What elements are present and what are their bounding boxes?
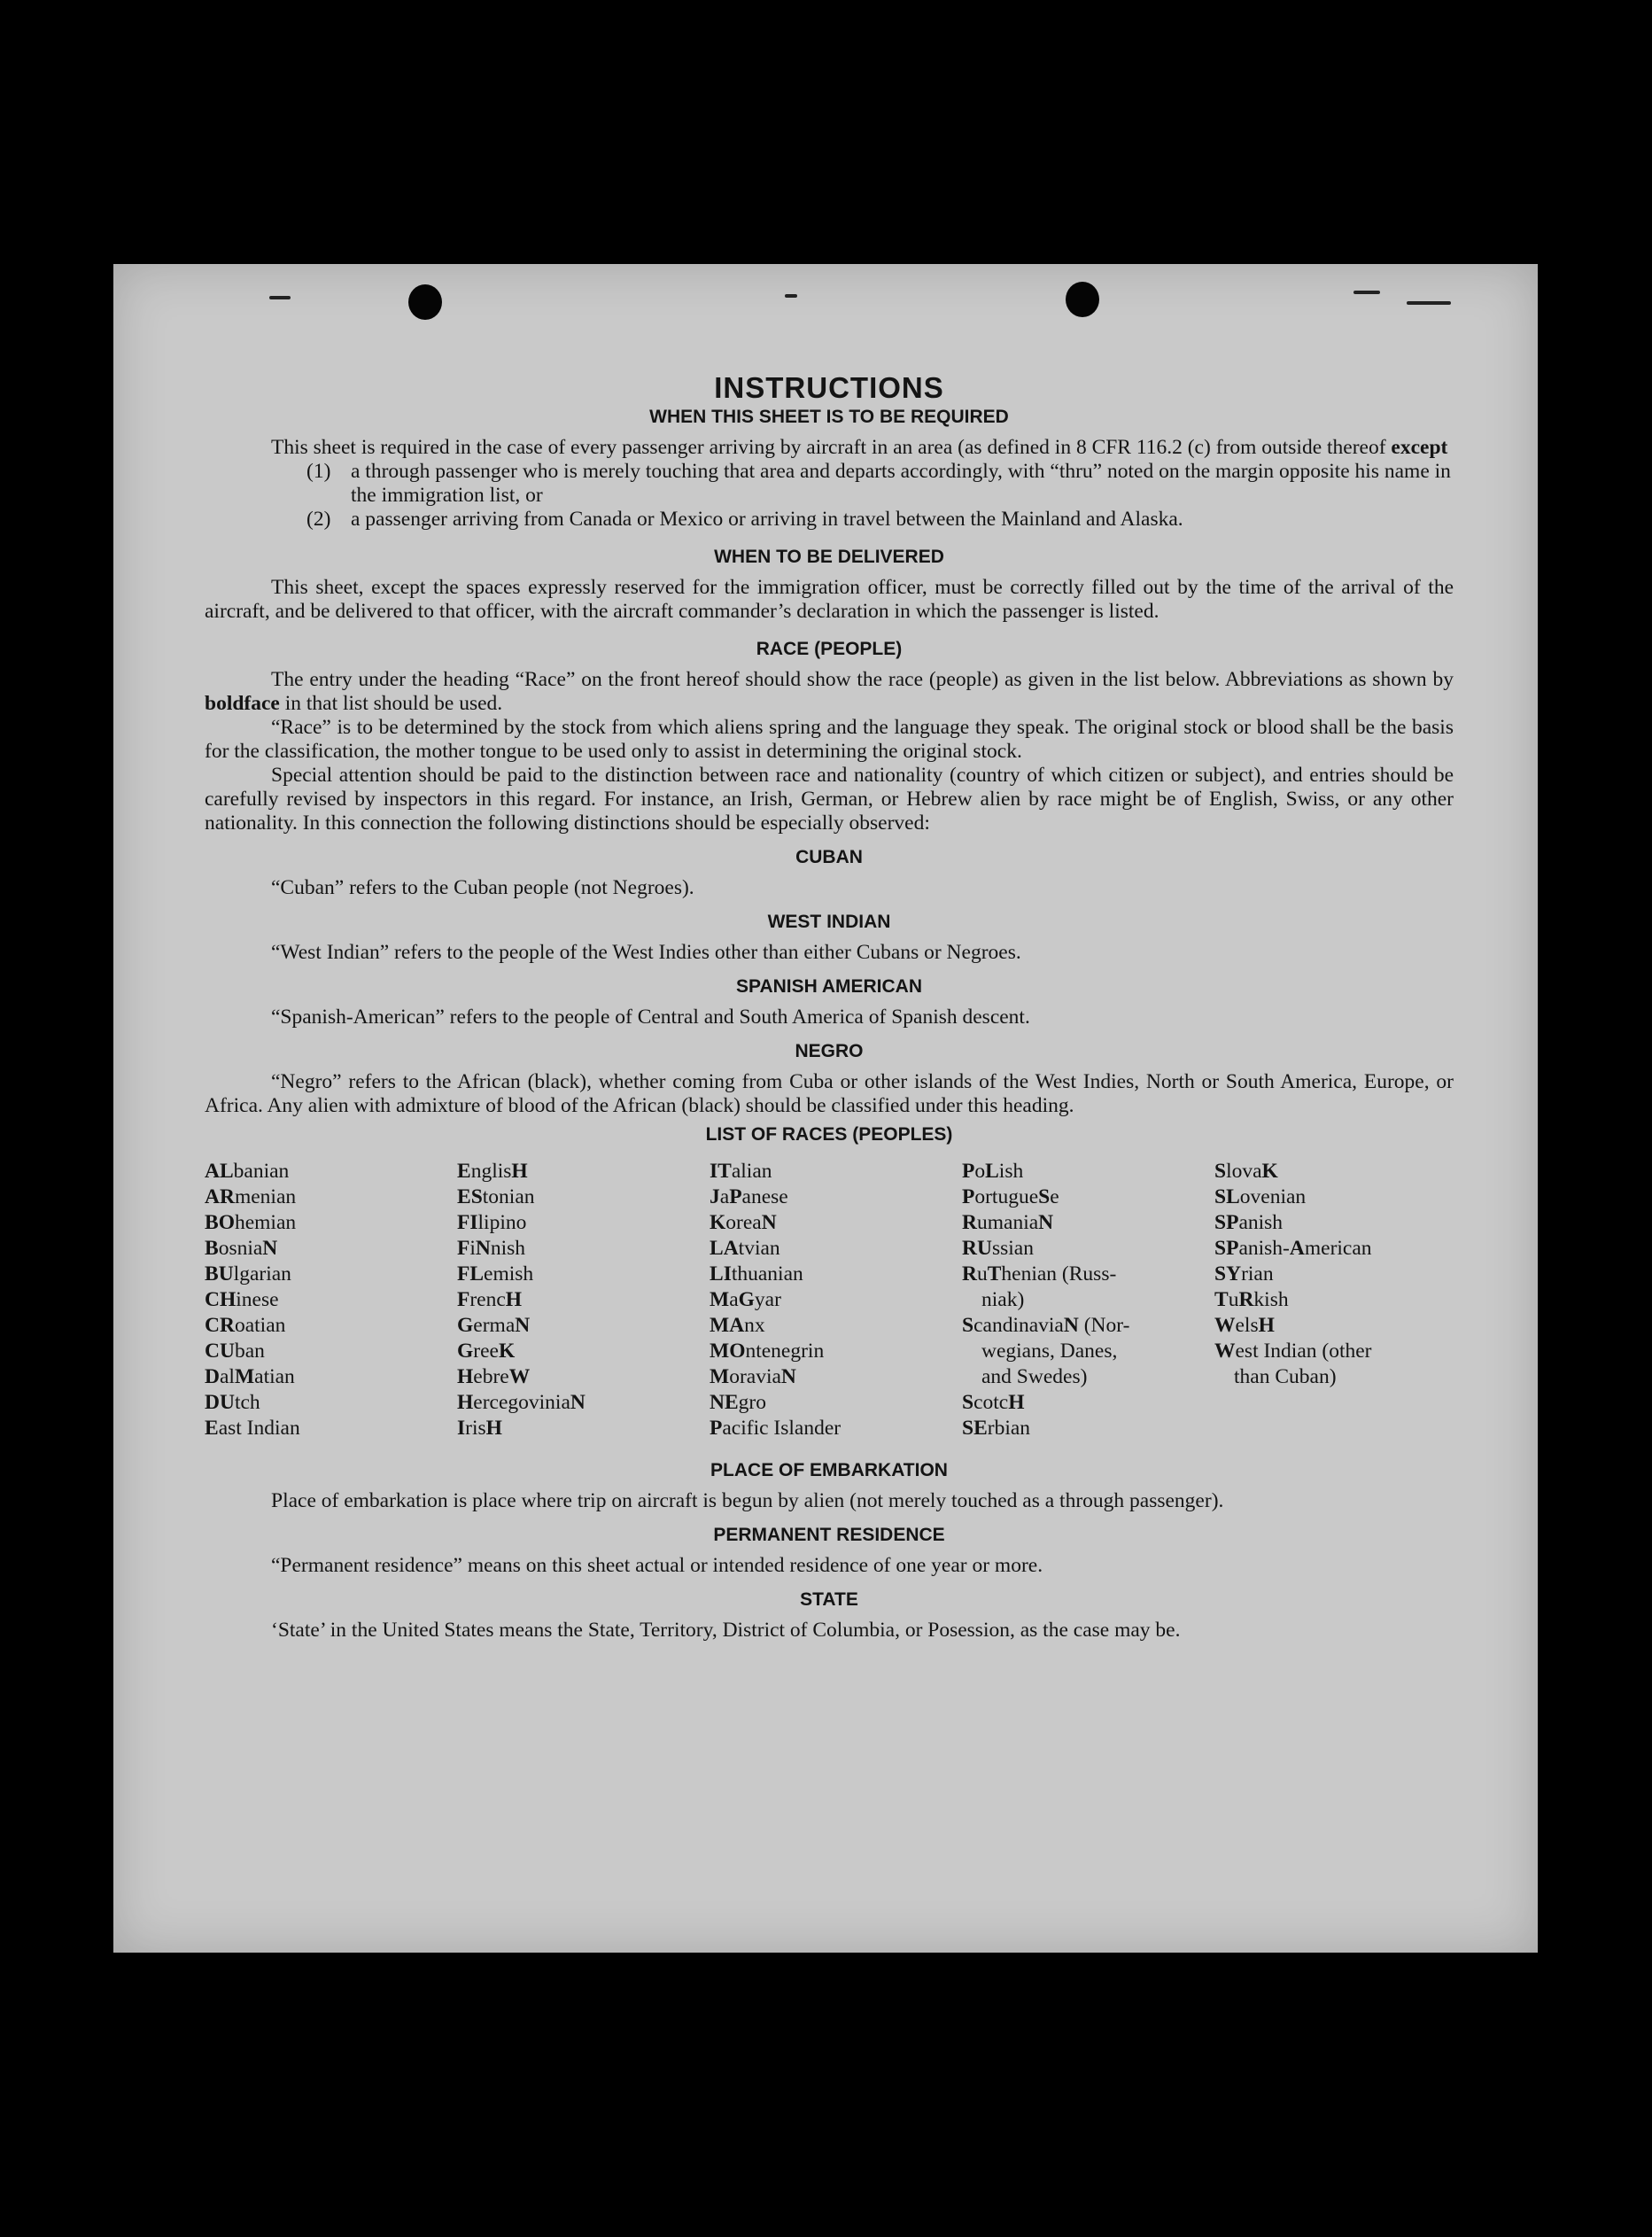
race-entry: TuRkish [1214, 1288, 1289, 1311]
race-entry: ScotcH [962, 1391, 1025, 1414]
smudge-mark [785, 294, 797, 298]
race-entry: PortugueSe [962, 1185, 1059, 1208]
exception-number: (1) [306, 460, 331, 483]
heading-negro: NEGRO [795, 1041, 864, 1061]
smudge-mark [269, 296, 291, 299]
heading-west-indian: WEST INDIAN [767, 912, 891, 932]
heading-cuban: CUBAN [795, 847, 863, 867]
race-entry: West Indian (other [1214, 1340, 1372, 1363]
race-entry: NEgro [710, 1391, 766, 1414]
race-entry: ALbanian [205, 1160, 290, 1183]
paragraph-race-1 [205, 668, 1454, 716]
paragraph-residence: “Permanent residence” means on this sheet actual or intended residence of one year or more. [271, 1554, 1043, 1577]
race-entry: LAtvian [710, 1237, 780, 1260]
race-entry: niak) [981, 1288, 1025, 1311]
race-entry: RumaniaN [962, 1211, 1054, 1234]
race-entry: SlovaK [1214, 1160, 1278, 1183]
race-entry: SPanish [1214, 1211, 1284, 1234]
race-entry: LIthuanian [710, 1262, 803, 1285]
race-p1-b: in that list should be used. [284, 692, 503, 715]
races-column [1214, 1159, 1454, 1441]
race-entry: KoreaN [710, 1211, 777, 1234]
races-list [205, 1159, 1454, 1441]
paragraph-spanish-american: “Spanish-American” refers to the people of Central and South America of Spanish descent. [271, 1006, 1030, 1029]
paragraph-race-2: “Race” is to be determined by the stock from which aliens spring and the language they speak. The original stock or blood shall be the basis for the classification, the mother tongue to be used only to assist in determining the original stock. [205, 716, 1454, 763]
race-entry: SLovenian [1214, 1185, 1307, 1208]
race-entry: SErbian [962, 1417, 1031, 1440]
paragraph-west-indian: “West Indian” refers to the people of the West Indies other than either Cubans or Negroes. [271, 941, 1021, 964]
race-entry: DUtch [205, 1391, 260, 1414]
race-entry: EStonian [457, 1185, 535, 1208]
race-entry: GermaN [457, 1314, 531, 1337]
race-entry: RuThenian (Russ- [962, 1262, 1117, 1285]
smudge-mark [1353, 291, 1380, 294]
race-entry: JaPanese [710, 1185, 788, 1208]
race-entry: CUban [205, 1340, 265, 1363]
race-entry: and Swedes) [981, 1365, 1088, 1388]
race-entry: MOntenegrin [710, 1340, 825, 1363]
smudge-mark [1407, 301, 1451, 305]
paragraph-when-delivered: This sheet, except the spaces expressly reserved for the immigration officer, must be correctly filled out by the time of the arrival of the aircraft, and be delivered to that officer, with the aircraft commander’s declaration in which the passenger is listed. [205, 576, 1454, 623]
exception-number: (2) [306, 508, 331, 531]
race-entry: CRoatian [205, 1314, 286, 1337]
race-entry: MAnx [710, 1314, 765, 1337]
race-entry: SPanish-American [1214, 1237, 1372, 1260]
exception-text: a through passenger who is merely touching that area and departs accordingly, with “thru” noted on the margin opposite his name in the immigration list, or [351, 460, 1451, 507]
race-entry: ITalian [710, 1160, 772, 1183]
exception-text: a passenger arriving from Canada or Mexico or arriving in travel between the Mainland and Alaska. [351, 508, 1183, 531]
heading-spanish-american: SPANISH AMERICAN [735, 976, 922, 997]
race-entry: BOhemian [205, 1211, 297, 1234]
punch-hole-right [1066, 282, 1099, 317]
race-entry: WelsH [1214, 1314, 1275, 1337]
race-entry: East Indian [205, 1417, 300, 1440]
race-entry: than Cuban) [1234, 1365, 1337, 1388]
race-entry: FiNnish [457, 1237, 526, 1260]
heading-embarkation: PLACE OF EMBARKATION [710, 1460, 948, 1480]
heading-when-required: WHEN THIS SHEET IS TO BE REQUIRED [649, 407, 1009, 427]
instructions-content [205, 372, 1454, 1643]
heading-when-delivered: WHEN TO BE DELIVERED [714, 547, 944, 567]
race-entry: ScandinaviaN (Nor- [962, 1314, 1130, 1337]
race-entry: HercegoviniaN [457, 1391, 586, 1414]
paragraph-negro: “Negro” refers to the African (black), whether coming from Cuba or other islands of the West Indies, North or South America, Europe, or Africa. Any alien with admixture of blood of the African (black) should be classified under this heading. [205, 1070, 1454, 1117]
race-entry: GreeK [457, 1340, 516, 1363]
race-entry: FrencH [457, 1288, 523, 1311]
heading-race: RACE (PEOPLE) [756, 639, 903, 659]
heading-list-of-races: LIST OF RACES (PEOPLES) [705, 1124, 953, 1145]
race-entry: RUssian [962, 1237, 1034, 1260]
page-title: INSTRUCTIONS [714, 371, 944, 404]
race-entry: ARmenian [205, 1185, 297, 1208]
heading-state: STATE [800, 1589, 858, 1610]
race-entry: SYrian [1214, 1262, 1274, 1285]
race-p1-bold: boldface [205, 692, 280, 715]
race-entry: BUlgarian [205, 1262, 291, 1285]
race-entry: CHinese [205, 1288, 279, 1311]
races-column [205, 1159, 457, 1441]
races-column [457, 1159, 710, 1441]
race-entry: FLemish [457, 1262, 534, 1285]
races-column [710, 1159, 962, 1441]
heading-residence: PERMANENT RESIDENCE [713, 1525, 945, 1545]
race-entry: BosniaN [205, 1237, 278, 1260]
paragraph-race-3: Special attention should be paid to the distinction between race and nationality (country of which citizen or subject), and entries should be carefully revised by inspectors in this regard. For instance, an Irish, German, or Hebrew alien by race might be of English, Swiss, or any other nationality. In this connection the following distinctions should be especially observed: [205, 764, 1454, 835]
races-column [962, 1159, 1214, 1441]
paragraph-state: ‘State’ in the United States means the State, Territory, District of Columbia, or Posession, as the case may be. [271, 1619, 1181, 1642]
race-entry: MaGyar [710, 1288, 781, 1311]
when-required-intro: This sheet is required in the case of every passenger arriving by aircraft in an area (as defined in 8 CFR 116.2 (c) from outside thereof [271, 436, 1386, 459]
race-entry: Pacific Islander [710, 1417, 842, 1440]
paragraph-cuban: “Cuban” refers to the Cuban people (not Negroes). [271, 876, 694, 899]
race-entry: HebreW [457, 1365, 531, 1388]
paragraph-embarkation: Place of embarkation is place where trip on aircraft is begun by alien (not merely touched as a through passenger). [271, 1489, 1224, 1512]
document-sheet [113, 264, 1538, 1953]
when-required-except: except [1391, 436, 1448, 459]
race-entry: PoLish [962, 1160, 1024, 1183]
race-entry: wegians, Danes, [981, 1340, 1118, 1363]
paragraph-when-required [205, 436, 1454, 460]
race-entry: DalMatian [205, 1365, 295, 1388]
race-entry: MoraviaN [710, 1365, 796, 1388]
race-p1-a: The entry under the heading “Race” on the front hereof should show the race (people) as given in the list below. Abbreviations as shown by [271, 668, 1454, 691]
exception-item [205, 460, 1454, 508]
race-entry: EnglisH [457, 1160, 528, 1183]
exception-item [205, 508, 1454, 532]
race-entry: FIlipino [457, 1211, 527, 1234]
punch-hole-left [408, 284, 442, 320]
race-entry: IrisH [457, 1417, 502, 1440]
